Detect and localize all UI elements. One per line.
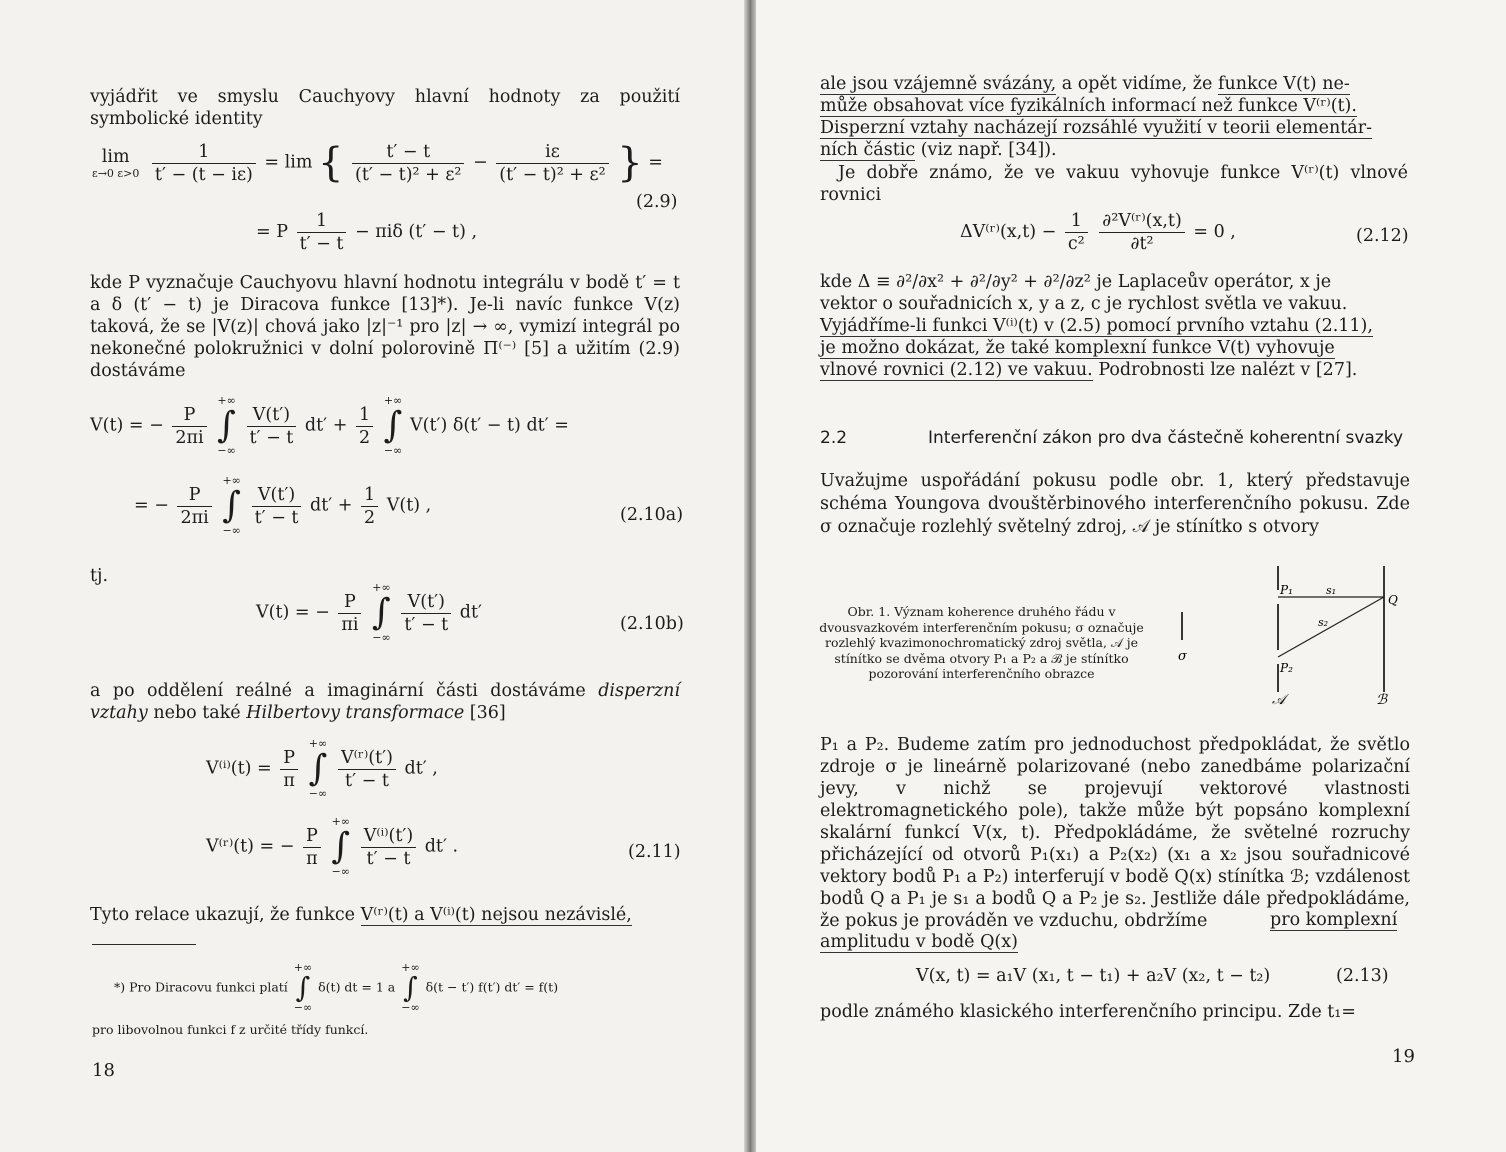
integral-symbol: ∫ [222, 485, 242, 526]
integral-upper-limit: +∞ [331, 815, 350, 828]
fraction-numerator: V(t′) [407, 591, 445, 612]
paragraph-polarization: P₁ a P₂. Budeme zatím pro jednoduchost předpokládat, že světlo zdroje σ je lineárně polarizované (nebo zanedbáme polarizační jevy, v nichž se projevují vektorové vlastnosti elektromagnetického pole), takže může být popsáno komplexní skalární funkcí V(x, t). Předpokládáme, že světelné rozruchy přicházející od otvorů P₁(x₁) a P₂(x₂) (x₁ a x₂ jsou souřadnicové vektory bodů P₁ a P₂) interferují v bodě Q(x) stínítka ℬ; vzdálenost bodů Q a P₁ je s₁ a bodů Q a P₂ je s₂. Jestliže dále předpokládáme, že pokus je prováděn ve vzduchu, obdržíme [820, 735, 1410, 931]
text-run: a opět vidíme, že [1061, 74, 1213, 94]
underlined-text: funkce V(t) ne- [1217, 74, 1350, 94]
right-page [756, 0, 1506, 1152]
integral-symbol: ∫ [295, 971, 311, 1004]
equation-2-9-line1 [90, 140, 663, 186]
fraction-numerator: 1 [198, 141, 210, 162]
integral-sign [401, 962, 419, 1014]
footnote-text: δ(t) dt = 1 a [318, 979, 396, 995]
integral-symbol: ∫ [217, 405, 236, 446]
paragraph-disperse [90, 680, 680, 724]
equation-2-13: V(x, t) = a₁V (x₁, t − t₁) + a₂V (x₂, t − t₂) [916, 966, 1271, 986]
lim-operator: lim [101, 147, 130, 167]
fraction-denominator: π [303, 847, 321, 870]
equation-label-2-12: (2.12) [1356, 226, 1409, 246]
fraction-denominator: 2 [356, 426, 373, 449]
footnote-line2: pro libovolnou funkci f z určité třídy funkcí. [92, 1022, 369, 1037]
integral-upper-limit: +∞ [217, 394, 236, 407]
integral-upper-limit: +∞ [293, 961, 313, 974]
last-line: podle známého klasického interferenčního principu. Zde t₁= [820, 1002, 1356, 1022]
footnote-line1 [114, 962, 558, 1014]
integral-sign [331, 816, 350, 878]
underlined-text: pro komplexní [1270, 910, 1398, 930]
integral-lower-limit: −∞ [331, 865, 350, 878]
fraction-numerator: 1 [1070, 211, 1082, 231]
text-run: Podrobnosti lze nalézt v [27]. [1098, 360, 1358, 380]
right-brace: } [617, 140, 643, 186]
underlined-text: V⁽ʳ⁾(t) a V⁽ⁱ⁾(t) nejsou nezávislé, [360, 905, 632, 925]
equation-text: = 0 , [1193, 222, 1236, 242]
underlined-text: vlnové rovnici (2.12) ve vakuu. [820, 360, 1093, 380]
fraction-numerator: P [306, 825, 318, 846]
laplace-line-3 [820, 316, 1373, 336]
screen-b-label: ℬ [1376, 692, 1388, 708]
fraction-denominator: 2πi [172, 426, 206, 449]
left-brace: { [318, 140, 344, 186]
text-run: nebo také [153, 703, 241, 723]
fraction-numerator: iε [545, 141, 560, 162]
fraction-denominator: πi [338, 613, 361, 636]
fraction-numerator: V⁽ⁱ⁾(t′) [363, 825, 414, 846]
fraction-denominator: t′ − t [401, 613, 451, 636]
underlined-text: Vyjádříme-li funkci V⁽ⁱ⁾(t) v (2.5) pomocí prvního vztahu (2.11), [820, 316, 1373, 336]
integral-lower-limit: −∞ [401, 1001, 420, 1014]
integral-upper-limit: +∞ [222, 474, 241, 487]
sigma-label: σ [1178, 649, 1187, 664]
fraction-numerator: V⁽ʳ⁾(t′) [340, 747, 393, 768]
fraction-numerator: 1 [358, 404, 371, 425]
integral-sign [217, 395, 236, 457]
underlined-text: amplitudu v bodě Q(x) [820, 932, 1018, 952]
footnote-text: *) Pro Diracovu funkci platí [114, 979, 288, 995]
integral-upper-limit: +∞ [372, 581, 391, 594]
equation-2-10a-line1 [90, 395, 569, 457]
footnote-separator [92, 944, 196, 945]
page-number-left: 18 [92, 1060, 115, 1081]
fraction-denominator: (t′ − t)² + ε² [496, 163, 608, 186]
integral-sign [294, 962, 312, 1014]
right-line-4 [820, 140, 1057, 160]
underlined-text: Disperzní vztahy nacházejí rozsáhlé využití v teorii elementár- [820, 118, 1372, 138]
section-number: 2.2 [820, 428, 848, 448]
laplace-line-1: kde Δ ≡ ∂²/∂x² + ∂²/∂y² + ∂²/∂z² je Laplaceův operátor, x je [820, 272, 1332, 292]
fraction-numerator: ∂²V⁽ʳ⁾(x,t) [1102, 211, 1182, 231]
page-number-right: 19 [1392, 1046, 1415, 1067]
fraction-denominator: t′ − t [361, 847, 416, 870]
equation-label-2-10b: (2.10b) [620, 614, 684, 634]
integral-upper-limit: +∞ [383, 394, 403, 407]
fraction-numerator: V(t′) [257, 484, 296, 505]
equation-text: = − [134, 495, 169, 516]
figure-caption: Obr. 1. Význam koherence druhého řádu v dvousvazkovém interferenčním pokusu; σ označuje rozlehlý kvazimonochromatický zdroj světla, 𝒜 je stínítko se dvěma otvory P₁ a P₂ a ℬ je stínítko pozorování interferenčního obrazce [819, 604, 1144, 681]
equation-text: dt′ [459, 602, 483, 623]
equation-text: − πiδ (t′ − t) , [355, 222, 478, 242]
text-run: Tyto relace ukazují, že funkce [90, 905, 356, 925]
fraction-denominator: t′ − t [297, 232, 347, 255]
fraction-denominator: 2πi [177, 506, 211, 529]
equation-text: V(t) = − [90, 415, 164, 436]
equation-text: V⁽ⁱ⁾(t) = [206, 758, 272, 779]
equation-text: V(t′) δ(t′ − t) dt′ = [410, 415, 569, 436]
tj-text: tj. [90, 566, 109, 586]
integral-upper-limit: +∞ [308, 737, 328, 750]
equation-label-2-11: (2.11) [628, 842, 681, 862]
equation-2-12 [960, 210, 1236, 255]
fraction-numerator: 1 [364, 484, 376, 505]
equation-2-9-line2 [256, 210, 477, 255]
fraction-denominator: c² [1065, 232, 1088, 255]
equation-text: − [473, 152, 488, 173]
laplace-line-4 [820, 338, 1335, 358]
equation-2-10b [256, 582, 482, 644]
fraction-numerator: P [188, 484, 201, 505]
paragraph-young: Uvažujme uspořádání pokusu podle obr. 1, který představuje schéma Youngova dvouštěrbinového interferenčního pokusu. Zde σ označuje rozlehlý světelný zdroj, 𝒜 je stínítko s otvory [820, 471, 1410, 537]
equation-label-2-9: (2.9) [636, 192, 678, 212]
integral-symbol: ∫ [383, 405, 403, 446]
equation-text: = [648, 152, 663, 173]
fraction-numerator: P [283, 747, 296, 768]
underlined-text: je možno dokázat, že také komplexní funkce V(t) vyhovuje [820, 338, 1335, 358]
right-line-3 [820, 118, 1372, 138]
integral-lower-limit: −∞ [383, 444, 403, 457]
equation-text: dt′ , [404, 758, 438, 779]
equation-text: V⁽ʳ⁾(t) = − [206, 836, 295, 857]
integral-sign [222, 475, 241, 537]
paragraph-cauchy: kde P vyznačuje Cauchyovu hlavní hodnotu integrálu v bodě t′ = t a δ (t′ − t) je Diracova funkce [13]*). Je-li navíc funkce V(z) taková, že se |V(z)| chová jako |z|⁻¹ pro |z| → ∞, vymizí integrál po nekonečné polokružnici v dolní polorovině Π⁽⁻⁾ [5] a užitím (2.9) dostáváme [90, 273, 680, 381]
fraction-denominator: (t′ − t)² + ε² [352, 163, 464, 186]
p1-label: P₁ [1280, 583, 1293, 597]
right-line-2 [820, 96, 1357, 116]
integral-lower-limit: −∞ [293, 1001, 313, 1014]
q-label: Q [1388, 593, 1398, 607]
equation-text: ΔV⁽ʳ⁾(x,t) − [960, 222, 1057, 242]
integral-sign [309, 738, 328, 800]
equation-text: V(t) = − [256, 602, 330, 623]
fraction-denominator: ∂t² [1099, 232, 1185, 255]
citation: [36] [469, 703, 506, 723]
integral-lower-limit: −∞ [308, 787, 328, 800]
fraction-numerator: t′ − t [386, 141, 431, 162]
right-line-1 [820, 74, 1350, 94]
s2-label: s₂ [1318, 616, 1329, 629]
integral-sign [372, 582, 391, 644]
intro-text: vyjádřit ve smyslu Cauchyovy hlavní hodnoty za použití symbolické identity [90, 87, 680, 129]
footnote-text: δ(t − t′) f(t′) dt′ = f(t) [425, 979, 559, 995]
equation-text: dt′ + [310, 495, 353, 516]
equation-text: V(t) , [386, 495, 432, 516]
s1-label: s₁ [1326, 584, 1337, 597]
fraction-numerator: P [344, 591, 356, 612]
laplace-line-2: vektor o souřadnicích x, y a z, c je rychlost světla ve vakuu. [820, 294, 1348, 314]
integral-sign [384, 395, 403, 457]
integral-symbol: ∫ [403, 971, 418, 1004]
underlined-text: ale jsou vzájemně svázány, [820, 74, 1057, 94]
integral-lower-limit: −∞ [372, 631, 391, 644]
integral-upper-limit: +∞ [401, 961, 420, 974]
equation-text: = lim [264, 152, 313, 173]
section-title: Interferenční zákon pro dva částečně koherentní svazky [928, 428, 1404, 448]
integral-lower-limit: −∞ [222, 524, 241, 537]
paragraph-wave-equation: Je dobře známo, že ve vakuu vyhovuje funkce V⁽ʳ⁾(t) vlnové rovnici [820, 163, 1408, 205]
fraction-denominator: t′ − (t − iε) [152, 163, 256, 186]
fraction-denominator: 2 [361, 506, 378, 529]
text-run: a po oddělení reálné a imaginární části dostáváme [90, 681, 586, 701]
term-disperzni-vztahy: disperzní vztahy [90, 681, 680, 723]
young-experiment-figure [1166, 560, 1406, 710]
paragraph-relations [90, 905, 632, 925]
equation-2-11-line1 [206, 738, 438, 800]
term-hilbertovy-transformace: Hilbertovy transformace [246, 703, 465, 723]
integral-symbol: ∫ [372, 592, 391, 633]
fraction-numerator: P [183, 404, 196, 425]
integral-symbol: ∫ [308, 748, 328, 789]
p2-label: P₂ [1280, 661, 1293, 675]
equation-text: dt′ + [304, 415, 348, 436]
equation-2-11-line2 [206, 816, 458, 878]
fraction-denominator: t′ − t [247, 426, 297, 449]
equation-text: dt′ . [424, 836, 459, 857]
fraction-denominator: t′ − t [338, 769, 396, 792]
equation-2-10a-line2 [134, 475, 431, 537]
underlined-text: ních částic [820, 140, 916, 160]
equation-label-2-13: (2.13) [1336, 966, 1389, 986]
integral-lower-limit: −∞ [217, 444, 236, 457]
equation-text: = P [256, 222, 289, 242]
laplace-line-5 [820, 360, 1357, 380]
fraction-denominator: π [280, 769, 298, 792]
left-page [0, 0, 747, 1152]
integral-symbol: ∫ [331, 826, 351, 867]
underlined-phrase-2 [820, 932, 1018, 952]
equation-label-2-10a: (2.10a) [620, 505, 684, 525]
fraction-numerator: 1 [315, 211, 328, 231]
fraction-numerator: V(t′) [252, 404, 291, 425]
screen-a-label: 𝒜 [1272, 692, 1286, 708]
underlined-text: může obsahovat více fyzikálních informací než funkce V⁽ʳ⁾(t). [820, 96, 1357, 116]
text-run: (viz např. [34]). [920, 140, 1057, 160]
lim-condition: ε→0 ε>0 [92, 167, 140, 180]
ray-s2 [1278, 597, 1384, 657]
fraction-denominator: t′ − t [252, 506, 302, 529]
underlined-phrase-1 [1270, 910, 1397, 930]
